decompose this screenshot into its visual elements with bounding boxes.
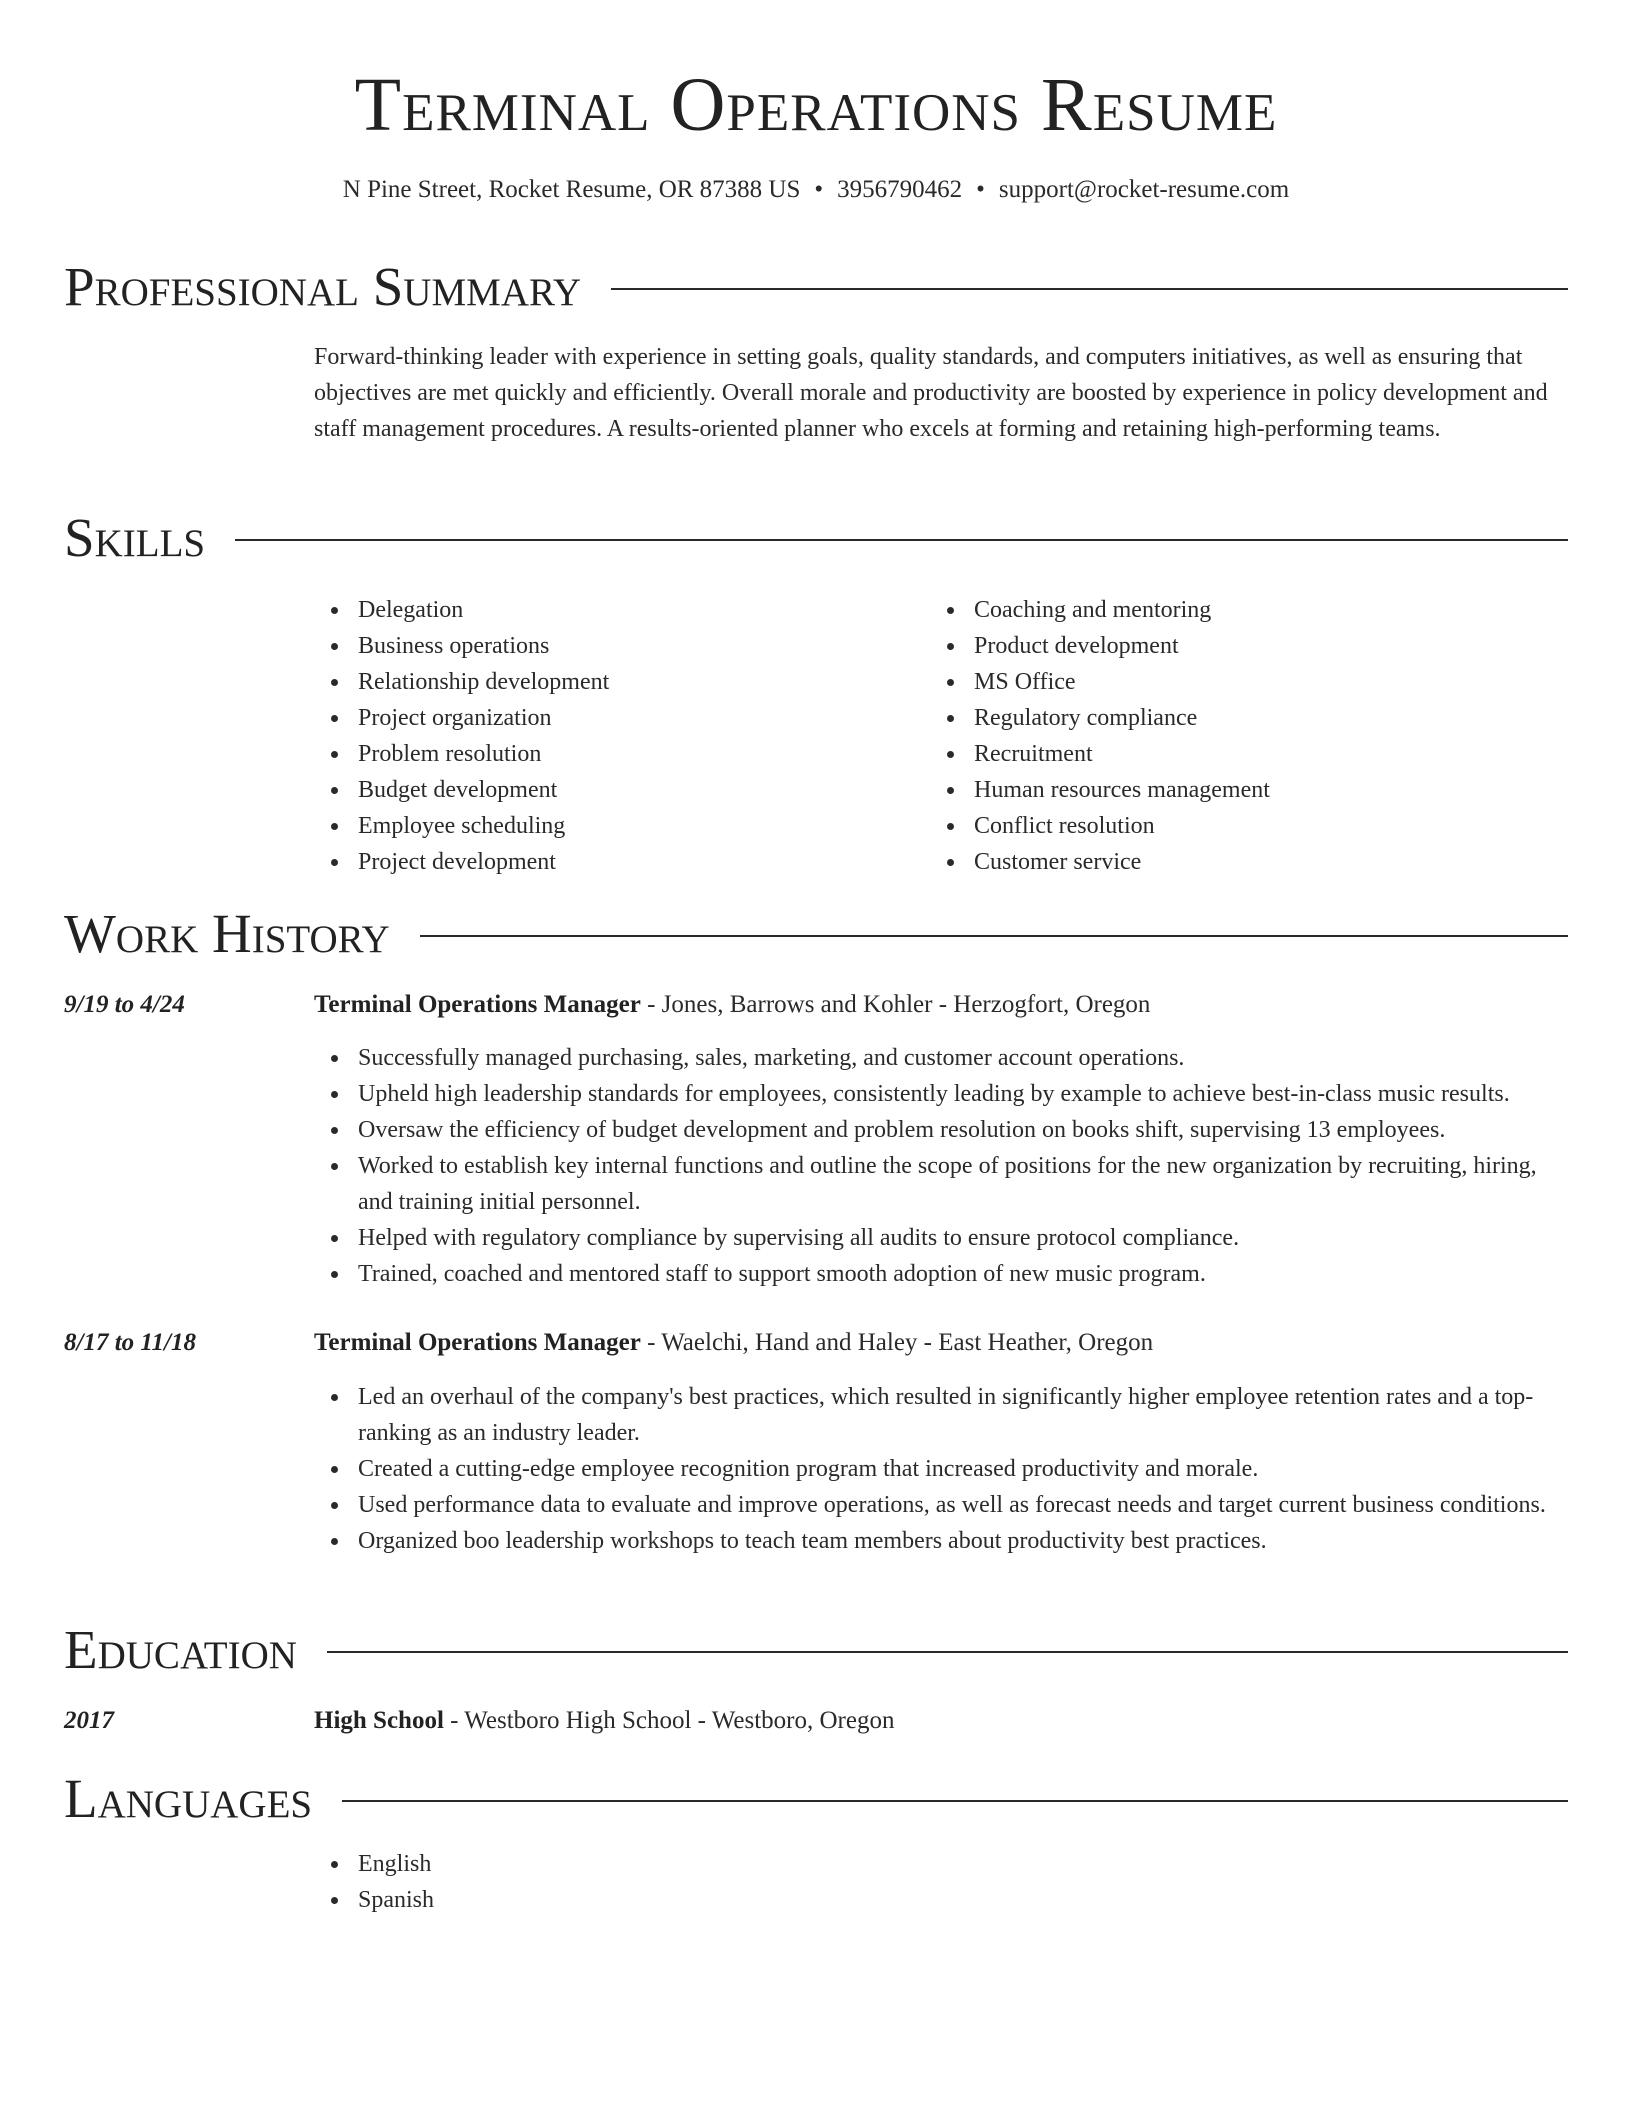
job-heading	[314, 1325, 1568, 1361]
education-entry	[314, 1703, 1568, 1739]
skill-item: Project organization	[314, 700, 914, 736]
section-divider	[235, 539, 1568, 541]
skill-item: MS Office	[930, 664, 1530, 700]
job-employer: - Jones, Barrows and Kohler - Herzogfort, Oregon	[640, 991, 1151, 1018]
skill-item: Budget development	[314, 772, 914, 808]
job-heading	[314, 987, 1568, 1023]
contact-address: N Pine Street, Rocket Resume, OR 87388 US	[342, 176, 801, 203]
skills-list-left	[314, 592, 914, 880]
skill-item: Recruitment	[930, 736, 1530, 772]
job-bullet: Helped with regulatory compliance by supervising all audits to ensure protocol compliance.	[314, 1220, 1568, 1256]
education-degree: High School	[314, 1707, 444, 1734]
job-bullet: Created a cutting-edge employee recognition program that increased productivity and morale.	[314, 1451, 1568, 1487]
education-section-header	[64, 1619, 1568, 1681]
education-year: 2017	[64, 1707, 114, 1734]
skill-item: Problem resolution	[314, 736, 914, 772]
job-bullet: Worked to establish key internal functions and outline the scope of positions for the new organization by recruiting, hiring, and training initial personnel.	[314, 1148, 1568, 1220]
contact-line	[0, 174, 1632, 206]
skill-item: Business operations	[314, 628, 914, 664]
skill-item: Product development	[930, 628, 1530, 664]
job-employer: - Waelchi, Hand and Haley - East Heather, Oregon	[640, 1329, 1154, 1356]
job-bullet: Led an overhaul of the company's best practices, which resulted in significantly higher employee retention rates and a top-ranking as an industry leader.	[314, 1379, 1568, 1451]
resume-name: Terminal Operations Resume	[354, 63, 1278, 147]
language-item: English	[314, 1846, 1568, 1882]
job-bullets	[314, 1379, 1568, 1559]
skill-item: Coaching and mentoring	[930, 592, 1530, 628]
section-divider	[611, 288, 1568, 290]
skills-section-header	[64, 507, 1568, 569]
job-bullet: Upheld high leadership standards for employees, consistently leading by example to achieve best-in-class music results.	[314, 1076, 1568, 1112]
skill-item: Regulatory compliance	[930, 700, 1530, 736]
job-dates: 9/19 to 4/24	[64, 991, 185, 1018]
skill-item: Delegation	[314, 592, 914, 628]
summary-text: Forward-thinking leader with experience in setting goals, quality standards, and computers initiatives, as well as ensuring that objectives are met quickly and efficiently. Overall morale and productivity are boosted by experience in policy development and staff management procedures. A results-oriented planner who excels at forming and retaining high-performing teams.	[314, 344, 1548, 442]
job-title: Terminal Operations Manager	[314, 991, 641, 1018]
job-dates: 8/17 to 11/18	[64, 1329, 196, 1356]
languages-list	[314, 1846, 1568, 1918]
job-title: Terminal Operations Manager	[314, 1329, 641, 1356]
contact-email: support@rocket-resume.com	[998, 176, 1290, 203]
skill-item: Relationship development	[314, 664, 914, 700]
contact-phone: 3956790462	[837, 176, 963, 203]
job-bullets	[314, 1040, 1568, 1292]
skill-item: Employee scheduling	[314, 808, 914, 844]
job-bullet: Used performance data to evaluate and improve operations, as well as forecast needs and target current business conditions.	[314, 1487, 1568, 1523]
summary-title: Professional Summary	[64, 256, 582, 317]
skill-item: Conflict resolution	[930, 808, 1530, 844]
skills-list-right	[930, 592, 1530, 880]
job-bullet: Oversaw the efficiency of budget development and problem resolution on books shift, supervising 13 employees.	[314, 1112, 1568, 1148]
skills-title: Skills	[64, 507, 206, 568]
section-divider	[342, 1800, 1568, 1802]
languages-title: Languages	[64, 1768, 313, 1829]
contact-separator: •	[976, 176, 985, 203]
work-title: Work History	[64, 903, 390, 964]
education-title: Education	[64, 1619, 297, 1680]
contact-separator: •	[814, 176, 824, 203]
language-item: Spanish	[314, 1882, 1568, 1918]
skill-item: Project development	[314, 844, 914, 880]
job-bullet: Trained, coached and mentored staff to support smooth adoption of new music program.	[314, 1256, 1568, 1292]
skill-item: Human resources management	[930, 772, 1530, 808]
section-divider	[420, 935, 1568, 937]
summary-section-header	[64, 256, 1568, 318]
section-divider	[327, 1651, 1568, 1653]
skill-item: Customer service	[930, 844, 1530, 880]
languages-section-header	[64, 1768, 1568, 1830]
job-bullet: Successfully managed purchasing, sales, marketing, and customer account operations.	[314, 1040, 1568, 1076]
education-school: - Westboro High School - Westboro, Oregon	[443, 1707, 895, 1734]
job-bullet: Organized boo leadership workshops to teach team members about productivity best practices.	[314, 1523, 1568, 1559]
work-section-header	[64, 903, 1568, 965]
